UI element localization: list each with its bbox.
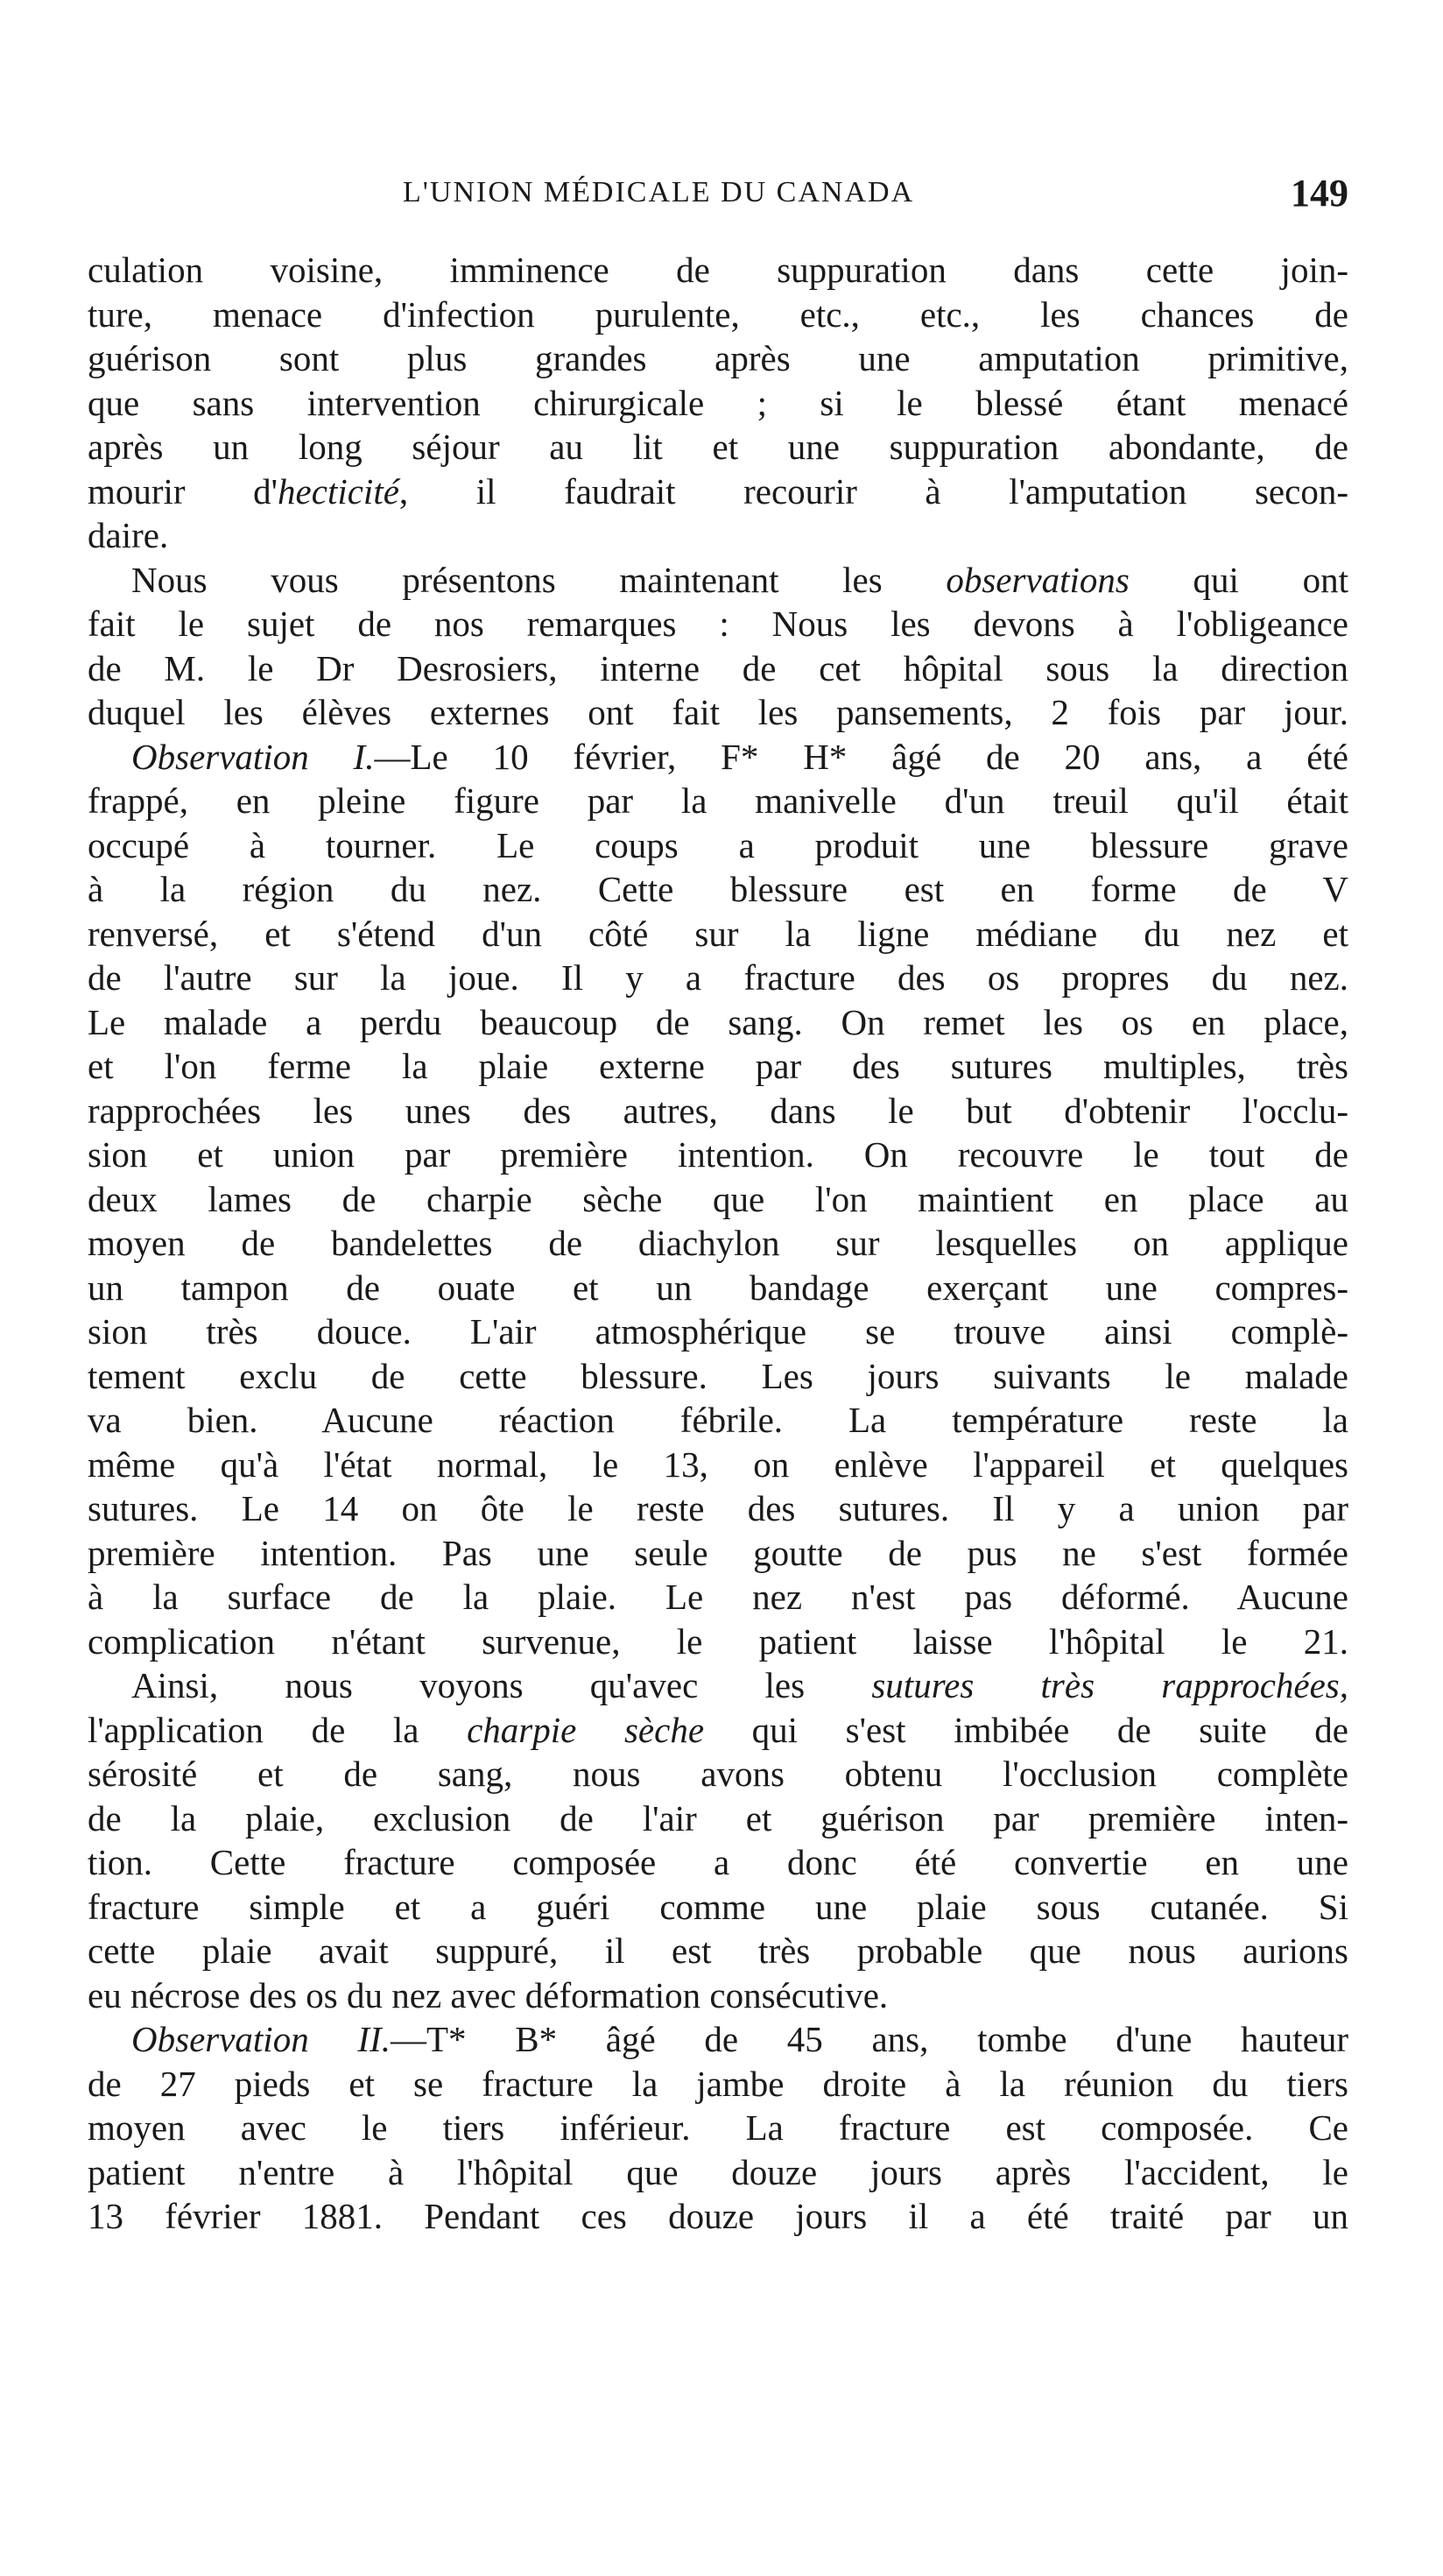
italic-text: observations <box>946 559 1130 600</box>
text-line <box>88 1443 1348 1487</box>
text-run: moyen avec le tiers inférieur. La fracture est composée. Ce <box>88 2107 1348 2148</box>
text-line <box>88 646 1348 691</box>
text-line <box>88 1796 1348 1841</box>
text-line <box>88 735 1348 780</box>
text-run: —Le 10 février, F* H* âgé de 20 ans, a été <box>374 736 1348 777</box>
text-line <box>88 1663 1348 1708</box>
text-line <box>88 248 1348 293</box>
text-line <box>88 1089 1348 1133</box>
text-line <box>88 293 1348 337</box>
text-line <box>88 1266 1348 1310</box>
text-run: guérison sont plus grandes après une amputation primitive, <box>88 338 1348 378</box>
text-run: sion et union par première intention. On recouvre le tout de <box>88 1134 1348 1175</box>
text-run: deux lames de charpie sèche que l'on maintient en place au <box>88 1178 1348 1219</box>
text-line <box>88 381 1348 426</box>
text-run: que sans intervention chirurgicale ; si le blessé étant menacé <box>88 382 1348 423</box>
text-line <box>88 2062 1348 2107</box>
text-run: duquel les élèves externes ont fait les pansements, 2 fois par jour. <box>88 692 1348 732</box>
text-run: fait le sujet de nos remarques : Nous les devons à l'obligeance <box>88 603 1348 644</box>
text-run: Le malade a perdu beaucoup de sang. On remet les os en place, <box>88 1001 1348 1042</box>
text-line <box>88 558 1348 603</box>
text-run: Nous vous présentons maintenant les <box>131 559 947 600</box>
text-line <box>88 1309 1348 1354</box>
text-line <box>88 1752 1348 1796</box>
text-line <box>88 1177 1348 1222</box>
document-page <box>88 0 1348 2576</box>
text-run: patient n'entre à l'hôpital que douze jours après l'accident, le <box>88 2151 1348 2192</box>
text-run: première intention. Pas une seule goutte de pus ne s'est formée <box>88 1532 1348 1573</box>
text-run: ture, menace d'infection purulente, etc., etc., les chances de <box>88 293 1348 335</box>
text-run: à la surface de la plaie. Le nez n'est pas déformé. Aucune <box>88 1577 1348 1617</box>
text-line <box>88 1840 1348 1885</box>
text-run: fracture simple et a guéri comme une plaie sous cutanée. Si <box>88 1886 1348 1927</box>
text-line <box>88 2017 1348 2062</box>
text-run: sion très douce. L'air atmosphérique se trouve ainsi complè- <box>88 1311 1348 1352</box>
italic-text: sutures très rapprochées, <box>871 1665 1348 1705</box>
text-run: qui s'est imbibée de suite de <box>704 1709 1348 1750</box>
text-run: de M. le Dr Desrosiers, interne de cet hôpital sous la direction <box>88 647 1348 688</box>
text-line <box>88 336 1348 381</box>
text-line <box>88 867 1348 912</box>
text-run: va bien. Aucune réaction fébrile. La température reste la <box>88 1400 1348 1440</box>
text-run: rapprochées les unes des autres, dans le but d'obtenir l'occlu- <box>88 1090 1348 1131</box>
text-run: —T* B* âgé de 45 ans, tombe d'une hauteur <box>390 2019 1348 2059</box>
text-line <box>88 1885 1348 1930</box>
page-number: 149 <box>1291 172 1348 215</box>
text-line <box>88 1000 1348 1045</box>
text-run: de la plaie, exclusion de l'air et guérison par première inten- <box>88 1797 1348 1838</box>
text-line <box>88 1398 1348 1443</box>
text-line <box>88 690 1348 735</box>
text-run: de 27 pieds et se fracture la jambe droite à la réunion du tiers <box>88 2063 1348 2104</box>
text-run: sérosité et de sang, nous avons obtenu l'occlusion complète <box>88 1754 1348 1794</box>
text-line <box>88 425 1348 469</box>
running-header <box>88 171 1348 223</box>
text-line <box>88 1929 1348 1973</box>
text-line <box>88 513 1348 558</box>
text-run: tion. Cette fracture composée a donc été convertie en une <box>88 1842 1348 1882</box>
text-run: occupé à tourner. Le coups a produit une blessure grave <box>88 824 1348 865</box>
text-line <box>88 2194 1348 2239</box>
text-line <box>88 912 1348 956</box>
text-line <box>88 1575 1348 1620</box>
text-run: et l'on ferme la plaie externe par des sutures multiples, très <box>88 1046 1348 1086</box>
text-line <box>88 2106 1348 2150</box>
text-line <box>88 779 1348 823</box>
journal-title: L'UNION MÉDICALE DU CANADA <box>403 176 915 208</box>
italic-text: hecticité <box>278 470 399 512</box>
italic-text: charpie sèche <box>467 1709 705 1750</box>
text-line <box>88 2150 1348 2195</box>
text-run: moyen de bandelettes de diachylon sur lesquelles on applique <box>88 1223 1348 1263</box>
text-run: sutures. Le 14 on ôte le reste des sutures. Il y a union par <box>88 1488 1348 1528</box>
text-line <box>88 823 1348 868</box>
text-line <box>88 469 1348 514</box>
text-run: , il faudrait recourir à l'amputation secon- <box>398 470 1348 512</box>
text-run: complication n'étant survenue, le patient laisse l'hôpital le 21. <box>88 1620 1348 1662</box>
text-line <box>88 1486 1348 1531</box>
text-run: à la région du nez. Cette blessure est en forme de V <box>88 869 1348 909</box>
text-run: même qu'à l'état normal, le 13, on enlève l'appareil et quelques <box>88 1443 1348 1485</box>
text-line <box>88 602 1348 646</box>
text-run: mourir d' <box>88 470 278 512</box>
italic-text: Observation I. <box>131 736 375 777</box>
text-run: eu nécrose des os du nez avec déformation consécutive. <box>88 1974 889 2015</box>
text-run: frappé, en pleine figure par la manivelle d'un treuil qu'il était <box>88 780 1348 821</box>
text-line <box>88 1133 1348 1177</box>
text-run: 13 février 1881. Pendant ces douze jours il a été traité par un <box>88 2196 1348 2236</box>
text-line <box>88 1708 1348 1753</box>
text-run: de l'autre sur la joue. Il y a fracture des os propres du nez. <box>88 957 1348 998</box>
text-run: un tampon de ouate et un bandage exerçant une compres- <box>88 1267 1348 1308</box>
text-line <box>88 1620 1348 1664</box>
text-run: après un long séjour au lit et une suppuration abondante, de <box>88 427 1348 467</box>
body-text <box>88 248 1348 2239</box>
text-run: Ainsi, nous voyons qu'avec les <box>131 1665 872 1705</box>
text-line <box>88 1354 1348 1399</box>
text-line <box>88 956 1348 1000</box>
text-run: daire. <box>88 515 169 555</box>
text-line <box>88 1531 1348 1576</box>
text-run: renversé, et s'étend d'un côté sur la ligne médiane du nez et <box>88 913 1348 954</box>
text-line <box>88 1044 1348 1089</box>
text-run: cette plaie avait suppuré, il est très probable que nous aurions <box>88 1930 1348 1971</box>
text-line <box>88 1221 1348 1266</box>
italic-text: Observation II. <box>131 2019 391 2059</box>
text-run: qui ont <box>1129 559 1348 600</box>
text-run: culation voisine, imminence de suppuration dans cette join- <box>88 250 1348 290</box>
text-run: l'application de la <box>88 1709 468 1750</box>
text-line <box>88 1973 1348 2018</box>
text-run: tement exclu de cette blessure. Les jours suivants le malade <box>88 1355 1348 1396</box>
